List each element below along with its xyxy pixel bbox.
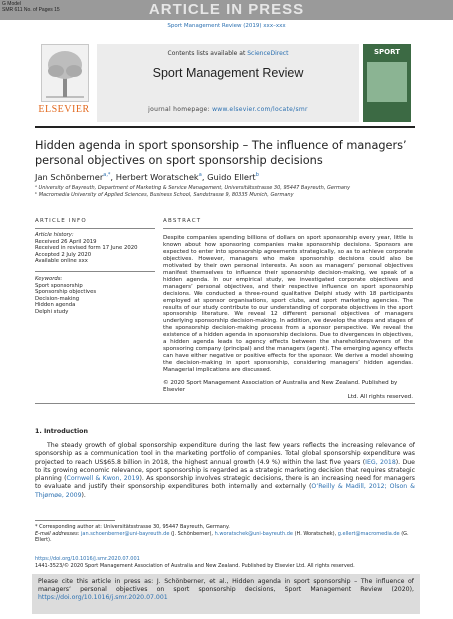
banner-text: ARTICLE IN PRESS bbox=[148, 1, 305, 18]
header-divider bbox=[35, 126, 415, 128]
article-info-rule bbox=[35, 228, 155, 229]
abstract-heading: ABSTRACT bbox=[163, 218, 202, 224]
abstract-bottom-rule bbox=[35, 403, 415, 404]
author-list: Jan Schönberner$^{a,*}$, Herbert Woratschek$^a$, Guido Ellert$^b$ bbox=[35, 172, 259, 182]
article-history: Article history: Received 26 April 2019 Received in revised form 17 June 2020 Accepted 2 July 2020 Available online xxx bbox=[35, 232, 138, 265]
keyword: Delphi study bbox=[35, 308, 69, 315]
journal-homepage: journal homepage: www.elsevier.com/locate/smr bbox=[148, 106, 308, 113]
cover-title: SPORT bbox=[374, 48, 400, 56]
keyword: Sport sponsorship bbox=[35, 282, 83, 289]
section-heading: 1. Introduction bbox=[35, 428, 88, 435]
footnotes bbox=[35, 524, 415, 544]
footnote-rule bbox=[35, 520, 115, 521]
reference-link[interactable]: Cornwell & Kwon, 2019 bbox=[66, 475, 140, 483]
manuscript-code: G Model SMR 611 No. of Pages 15 bbox=[2, 1, 60, 13]
journal-header bbox=[97, 44, 359, 122]
keywords: Keywords: Sport sponsorship Sponsorship objectives Decision-making Hidden agenda Delphi study bbox=[35, 276, 155, 316]
keyword: Decision-making bbox=[35, 295, 80, 302]
author-marks[interactable]: a,* bbox=[103, 172, 111, 179]
email-link[interactable]: g.ellert@macromedia.de bbox=[337, 530, 400, 537]
keyword: Sponsorship objectives bbox=[35, 289, 97, 296]
affiliation-b: ᵇ Macromedia University of Applied Sciences, Business School, Sandstrasse 9, 80335 Munich, Germany bbox=[35, 192, 294, 198]
email-link[interactable]: h.woratschek@uni-bayreuth.de bbox=[214, 530, 293, 537]
publisher-logo bbox=[35, 44, 93, 122]
keywords-rule bbox=[35, 271, 155, 272]
article-in-press-banner bbox=[0, 0, 453, 20]
article-title: Hidden agenda in sport sponsorship – The influence of managers’ personal objectives on sport sponsorship decisions bbox=[35, 139, 407, 167]
cite-this-article-box: Please cite this article in press as: J. Schönberner, et al., Hidden agenda in sport sponsorship – The influence of managers’ personal objectives on sport sponsorship decisions, Sport Management Review (2020), https://doi.org/10.1016/j.smr.2020.07.001 bbox=[32, 574, 420, 614]
keyword: Hidden agenda bbox=[35, 302, 76, 309]
publisher-name: ELSEVIER bbox=[38, 104, 90, 115]
cover-artwork bbox=[367, 62, 407, 102]
elsevier-tree-icon bbox=[41, 44, 89, 102]
intro-paragraph: The steady growth of global sponsorship expenditure during the last few years reflects the increasing relevance of sponsorship as a communication tool in the marketing portfolio of companies. Total global sponsorship expenditure was projected to reach US$65.8 billion in 2018, the highest annual growth (4.9 %) within the last five years (IEG, 2018). Due to its growing economic relevance, sport sponsorship is regarded as a strategic marketing decision that requires strategic planning (Cornwell & Kwon, 2019). As sponsorship involves strategic decisions, there is an increasing need for managers to evaluate and justify their sponsorship expenditures both internally and externally (O’Reilly & Madill, 2012; Olson & Thjømøe, 2009). bbox=[35, 442, 415, 499]
affiliations bbox=[35, 185, 415, 199]
reference-link[interactable]: O’Reilly & Madill, 2012; Olson & Thjømøe, 2009 bbox=[35, 483, 415, 499]
email-link[interactable]: jan.schoenberner@uni-bayreuth.de bbox=[80, 530, 170, 537]
author-name: Herbert Woratschek bbox=[115, 172, 199, 182]
article-info-heading: ARTICLE INFO bbox=[35, 218, 87, 224]
issn-line: 1441-3523/© 2020 Sport Management Association of Australia and New Zealand. Published by Elsevier Ltd. All rights reserved. bbox=[35, 562, 355, 569]
author-name: Guido Ellert bbox=[207, 172, 256, 182]
cite-doi-link[interactable]: https://doi.org/10.1016/j.smr.2020.07.001 bbox=[38, 594, 168, 602]
author-marks[interactable]: a bbox=[198, 172, 202, 179]
author-name: Jan Schönberner bbox=[35, 172, 104, 182]
homepage-link[interactable]: www.elsevier.com/locate/smr bbox=[212, 106, 308, 113]
affiliation-a: ᵃ University of Bayreuth, Department of Marketing & Service Management, Universitätsstrasse 30, 95447 Bayreuth, Germany bbox=[35, 185, 351, 191]
sciencedirect-link[interactable]: ScienceDirect bbox=[247, 50, 289, 57]
journal-citation[interactable]: Sport Management Review (2019) xxx–xxx bbox=[167, 23, 286, 29]
journal-cover-image bbox=[363, 44, 411, 122]
journal-title: Sport Management Review bbox=[152, 66, 304, 80]
doi-link[interactable]: https://doi.org/10.1016/j.smr.2020.07.001 bbox=[35, 556, 140, 562]
corresponding-author-note: * Corresponding author at: Universitätsstrasse 30, 95447 Bayreuth, Germany. bbox=[35, 524, 230, 530]
doi-block bbox=[35, 556, 415, 569]
author-marks[interactable]: b bbox=[255, 172, 259, 179]
reference-link[interactable]: IEG, 2018 bbox=[365, 458, 396, 466]
abstract-rule bbox=[163, 228, 413, 229]
email-addresses: E-mail addresses: jan.schoenberner@uni-bayreuth.de (J. Schönberner), h.woratschek@uni-bayreuth.de (H. Woratschek), g.ellert@macromedia.de (G. Ellert). bbox=[35, 530, 409, 544]
abstract-copyright: © 2020 Sport Management Association of Australia and New Zealand. Published by Elsevier Ltd. All rights reserved. bbox=[163, 380, 413, 400]
abstract-text: Despite companies spending billions of dollars on sport sponsorship every year, little is known about how sponsoring companies make sponsorship decisions. Sponsors are expected to enter into sponsorship agreements strategically, so as to achieve corporate objectives. However, managers who make sponsorship decisions could also be motivated by their own personal interests. As soon as managers’ personal objectives manifest themselves to influence their sponsorship decision-making, we speak of a hidden agenda. In our empirical study, we investigated corporate objectives and managers’ personal objectives, and their respective influence on sport sponsorship decisions. We conducted a three-round qualitative Delphi study with 18 participants employed at sponsor organisations, sport clubs, and sport marketing agencies. The results of our study contribute to our understanding of corporate objectives in the sport sponsorship literature. We reveal 12 different personal objectives of managers underlying sponsorship decision-making. In addition, we develop the steps and stages of the sponsorship decision-making process from a sponsor perspective. We reveal the existence of a hidden agenda in sponsorship decisions. Due to divergences in objectives, a hidden agenda leads to agency effects between the shareholders/owners of the sponsoring company (principal) and the managers (agent). The emerging agency effects can have either negative or positive effects for the sponsor. We derive a model showing the decision-making in sport sponsorship, considering managers’ hidden agendas. Managerial implications are discussed. bbox=[163, 235, 413, 374]
contents-line: Contents lists available at ScienceDirect bbox=[167, 50, 289, 57]
